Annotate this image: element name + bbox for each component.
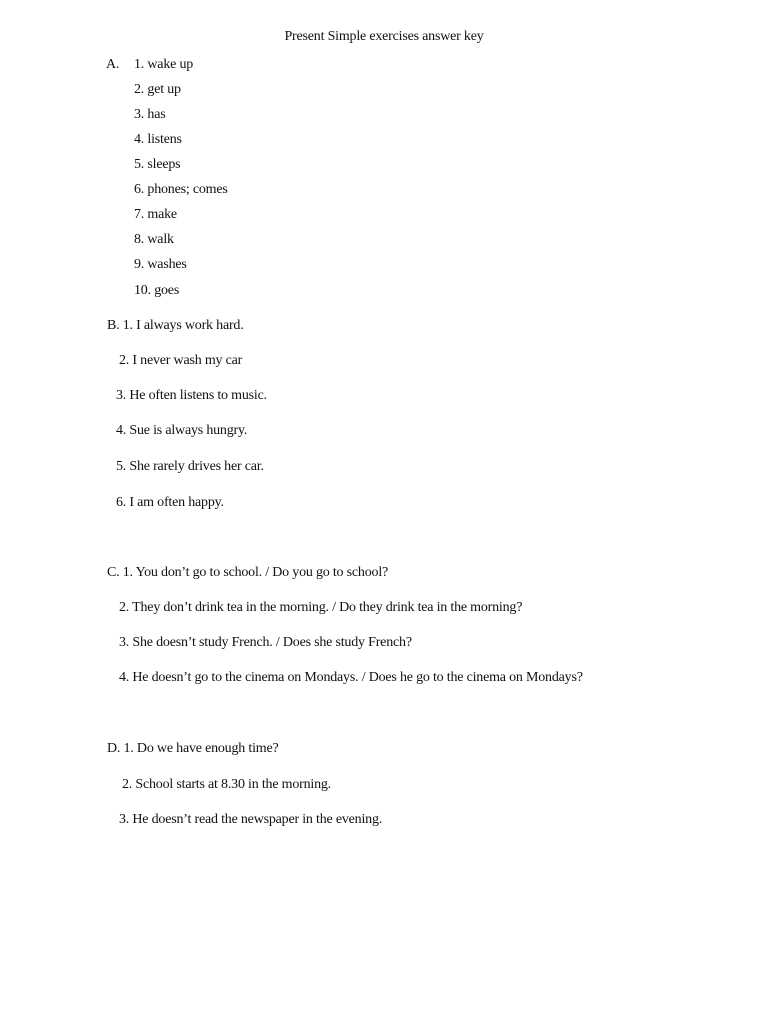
section-b-item: 3. He often listens to music. bbox=[116, 388, 267, 403]
section-b-item: 4. Sue is always hungry. bbox=[116, 423, 248, 438]
section-c-item: C. 1. You don’t go to school. / Do you go to school? bbox=[107, 565, 389, 580]
section-a-item: 4. listens bbox=[134, 132, 182, 147]
section-a-item: 9. washes bbox=[134, 257, 187, 272]
section-b-item: 6. I am often happy. bbox=[116, 495, 224, 510]
document-title: Present Simple exercises answer key bbox=[284, 29, 484, 44]
section-a-item: 1. wake up bbox=[134, 57, 194, 72]
section-d-item: D. 1. Do we have enough time? bbox=[107, 741, 279, 756]
section-a-item: 6. phones; comes bbox=[134, 182, 228, 197]
section-a-item: 3. has bbox=[134, 107, 166, 122]
section-a-item: 2. get up bbox=[134, 82, 181, 97]
section-a-item: 8. walk bbox=[134, 232, 174, 247]
section-c-item: 4. He doesn’t go to the cinema on Mondays. / Does he go to the cinema on Mondays? bbox=[119, 670, 583, 685]
section-b-item: 5. She rarely drives her car. bbox=[116, 459, 264, 474]
section-a-item: 5. sleeps bbox=[134, 157, 181, 172]
section-c-item: 3. She doesn’t study French. / Does she study French? bbox=[119, 635, 412, 650]
section-a-letter: A. bbox=[106, 57, 120, 72]
section-d-item: 2. School starts at 8.30 in the morning. bbox=[122, 777, 331, 792]
section-a-item: 10. goes bbox=[134, 283, 180, 298]
section-d-item: 3. He doesn’t read the newspaper in the evening. bbox=[119, 812, 383, 827]
section-c-item: 2. They don’t drink tea in the morning. / Do they drink tea in the morning? bbox=[119, 600, 523, 615]
section-a-item: 7. make bbox=[134, 207, 177, 222]
section-b-item: 2. I never wash my car bbox=[119, 353, 243, 368]
section-b-item: B. 1. I always work hard. bbox=[107, 318, 244, 333]
